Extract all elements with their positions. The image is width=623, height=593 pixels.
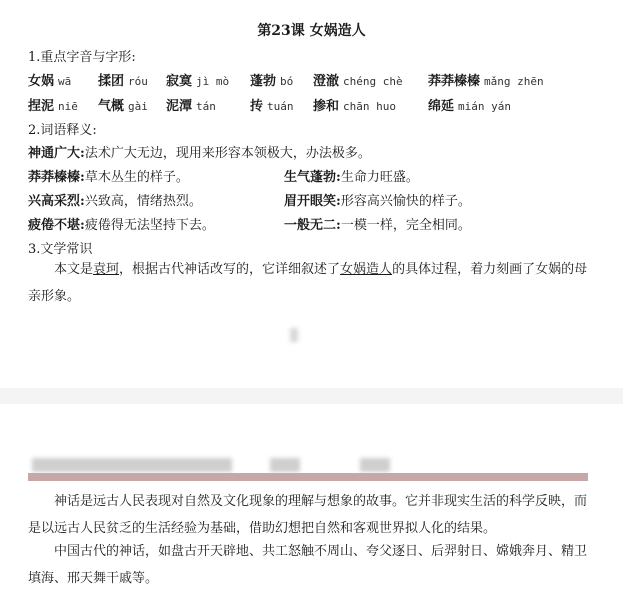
char-item: 捏泥 niē [28, 99, 78, 114]
char-item: 蓬勃 bó [250, 74, 294, 89]
term-item: 疲倦不堪:疲倦得无法坚持下去。 [28, 218, 215, 233]
char-item: 泥潭 tán [166, 99, 216, 114]
page-gap [0, 388, 623, 404]
blurred-region [360, 458, 390, 472]
char-item: 气概 gài [98, 99, 148, 114]
myth-examples-paragraph: 中国古代的神话，如盘古开天辟地、共工怒触不周山、夸父逐日、后羿射日、嫦娥奔月、精卫填海、邢天舞干戚等。 [28, 544, 588, 586]
myth-paragraph: 神话是远古人民表现对自然及文化现象的理解与想象的故事。它并非现实生活的科学反映，而是以远古人民贫乏的生活经验为基础，借助幻想把自然和客观世界拟人化的结果。 [28, 494, 588, 536]
term-item: 神通广大:法术广大无边，现用来形容本领极大，办法极多。 [28, 146, 371, 161]
term-item: 眉开眼笑:形容高兴愉快的样子。 [284, 194, 471, 209]
term-item: 生气蓬勃:生命力旺盛。 [284, 170, 419, 185]
blurred-region [32, 458, 232, 472]
char-item: 揉团 róu [98, 74, 148, 89]
author-name: 袁珂 [93, 262, 120, 277]
char-item: 女娲 wā [28, 74, 72, 89]
section-heading-literature: 3.文学常识 [28, 242, 93, 257]
blurred-region [290, 328, 298, 342]
term-item: 兴高采烈:兴致高，情绪热烈。 [28, 194, 202, 209]
section-heading-pronunciation: 1.重点字音与字形: [28, 50, 136, 65]
char-item: 掺和 chān huo [313, 99, 396, 114]
section-heading-definitions: 2.词语释义: [28, 123, 97, 138]
divider-bar [28, 473, 588, 481]
char-item: 澄澈 chéng chè [313, 74, 403, 89]
lesson-title: 第23课 女娲造人 [257, 23, 366, 39]
char-item: 绵延 mián yán [428, 99, 511, 114]
blurred-region [270, 458, 300, 472]
char-item: 莽莽榛榛 mǎng zhēn [428, 74, 544, 89]
term-item: 一般无二:一模一样，完全相同。 [284, 218, 471, 233]
char-item: 寂寞 jì mò [166, 74, 230, 89]
term-item: 莽莽榛榛:草木丛生的样子。 [28, 170, 189, 185]
literature-paragraph: 本文是袁珂，根据古代神话改写的，它详细叙述了女娲造人的具体过程，着力刻画了女娲的母亲形象。 [28, 262, 588, 304]
story-title: 女娲造人 [340, 262, 393, 277]
char-item: 抟 tuán [250, 99, 294, 114]
